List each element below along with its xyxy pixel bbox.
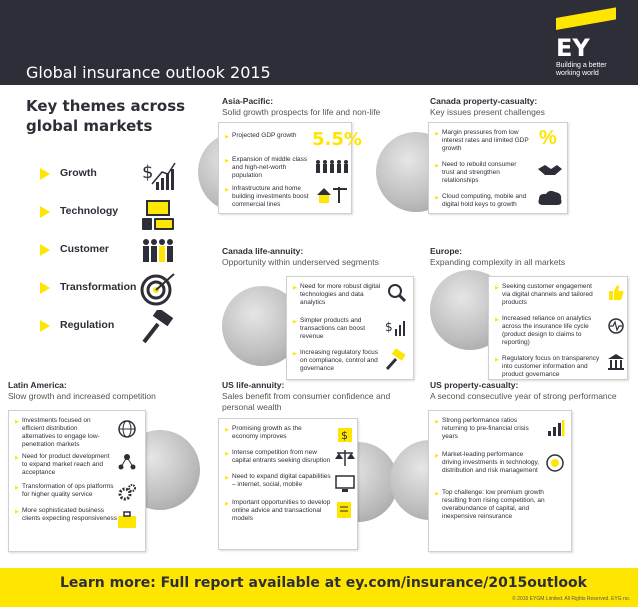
us-pc-card [428,410,572,552]
section-canada-la [222,246,422,268]
population-icon [315,159,349,175]
devices-icon [140,196,176,232]
bullet: ▶ Need to expand digital capabilities – internet, social, mobile [232,473,336,489]
themes-title: Key themes across global markets [26,97,186,135]
analytics-icon [607,317,625,335]
bullet: ▶ Margin pressures from low interest rates and limited GDP growth [442,129,530,153]
logo-tagline: Building a better working world [556,62,607,77]
theme-label: Transformation [60,281,137,293]
bullet: ▶ Important opportunities to develop online advice and transactional models [232,499,332,523]
arrow-icon [40,206,50,218]
bullet: ▶ Promising growth as the economy improves [232,425,326,441]
arrow-icon [40,282,50,294]
europe-card [488,276,628,380]
arrow-icon [40,320,50,332]
bullet: ▶ Intense competition from new capital entrants seeking disruption [232,449,332,465]
ey-logo [556,18,626,78]
section-title: US life-annuity: [222,380,285,390]
network-icon [117,451,137,471]
globe-icon [117,419,137,439]
header-banner [0,0,638,85]
theme-customer [40,234,210,270]
bullet: ▶ Need for product development to expand market reach and acceptance [22,453,110,477]
target-icon [140,272,176,308]
bullet: ▶ Expansion of middle class and high-net-worth population [232,156,312,180]
document-icon [335,501,353,519]
section-europe [430,246,630,268]
bullet: ▶ Need to rebuild consumer trust and strengthen relationships [442,161,530,185]
section-subtitle: Sales benefit from consumer confidence and personal wealth [222,391,391,412]
section-latin-america [8,380,208,402]
canada-pc-card [428,122,568,214]
asia-card [218,122,362,214]
theme-label: Growth [60,167,97,179]
bullet: ▶ Projected GDP growth [232,132,312,140]
theme-regulation [40,310,210,346]
section-title: Canada property-casualty: [430,96,538,106]
section-subtitle: Key issues present challenges [430,107,545,117]
scales-icon [335,449,355,467]
bullet: ▶ Seeking customer engagement via digital channels and tailored products [502,283,602,307]
gavel-icon [140,310,176,346]
section-title: Asia-Pacific: [222,96,274,106]
growth-chart-icon [140,158,176,194]
bullet: ▶ More sophisticated business clients expecting responsiveness [22,507,122,523]
briefcase-icon [117,511,137,529]
section-subtitle: Solid growth prospects for life and non-life [222,107,381,117]
section-subtitle: Slow growth and increased competition [8,391,156,401]
handshake-icon [537,161,563,177]
canada-la-card [286,276,414,380]
money-bag-icon [337,425,353,443]
bullet: ▶ Increasing regulatory focus on compliance, control and governance [300,349,382,373]
section-title: US property-casualty: [430,380,519,390]
section-canada-pc [430,96,630,118]
people-icon [140,234,176,270]
bullet: ▶ Increased reliance on analytics across the insurance life cycle (product design to claims to reporting) [502,315,602,347]
gavel-icon [385,349,407,371]
section-us-pc [430,380,638,402]
construction-icon [315,185,349,205]
theme-growth [40,158,210,194]
section-subtitle: A second consecutive year of strong performance [430,391,617,401]
footer-link-text[interactable]: Learn more: Full report available at ey.com/insurance/2015outlook [60,575,587,591]
section-title: Europe: [430,246,463,256]
footer-banner [0,568,638,607]
gears-icon [117,483,137,503]
bullet: ▶ Market-leading performance driving investments in technology, distribution and risk management [442,451,542,475]
arrow-icon [40,168,50,180]
svg-text:$: $ [341,429,348,442]
us-la-card [218,418,358,550]
target-gear-icon [545,453,565,473]
section-subtitle: Opportunity within underserved segments [222,257,379,267]
logo-beam-icon [556,7,616,30]
bullet: ▶ Regulatory focus on transparency into customer information and product governance [502,355,608,379]
bullet: ▶ Infrastructure and home building investments boost commercial lines [232,185,314,209]
bullet: ▶ Top challenge: low premium growth resulting from rising competition, an overabundance of capital, and inexpensive reinsurance [442,489,560,521]
copyright: © 2015 EYGM Limited. All Rights Reserved. EYG no. [512,596,630,602]
bullet: ▶ Cloud computing, mobile and digital hold keys to growth [442,193,542,209]
section-us-la [222,380,422,413]
thumbs-up-icon [607,283,625,301]
key-themes-panel [26,96,206,366]
institution-icon [607,353,625,371]
bullet: ▶ Strong performance ratios returning to pre-financial crisis years [442,417,532,441]
page-title: Global insurance outlook 2015 [26,63,271,82]
theme-label: Customer [60,243,110,255]
svg-text:$: $ [142,162,154,183]
section-asia-pacific [222,96,422,118]
percent-icon: % [539,127,557,149]
bullet: ▶ Investments focused on efficient distribution alternatives to engage low-penetration markets [22,417,110,449]
logo-text: EY [556,34,590,62]
bar-chart-icon [547,419,565,437]
theme-transformation [40,272,210,308]
cloud-icon [537,189,563,207]
dollar-chart-icon [385,317,407,337]
bullet: ▶ Simpler products and transactions can boost revenue [300,317,382,341]
gdp-stat: 5.5% [312,129,362,150]
latam-card [8,410,146,552]
section-subtitle: Expanding complexity in all markets [430,257,566,267]
theme-label: Technology [60,205,119,217]
arrow-icon [40,244,50,256]
theme-technology [40,196,210,232]
theme-label: Regulation [60,319,115,331]
magnifier-icon [387,283,407,303]
monitor-icon [335,475,355,493]
bullet: ▶ Transformation of ops platforms for higher quality service [22,483,114,499]
section-title: Latin America: [8,380,67,390]
section-title: Canada life-annuity: [222,246,304,256]
bullet: ▶ Need for more robust digital technologies and data analytics [300,283,382,307]
svg-text:$: $ [385,320,393,334]
